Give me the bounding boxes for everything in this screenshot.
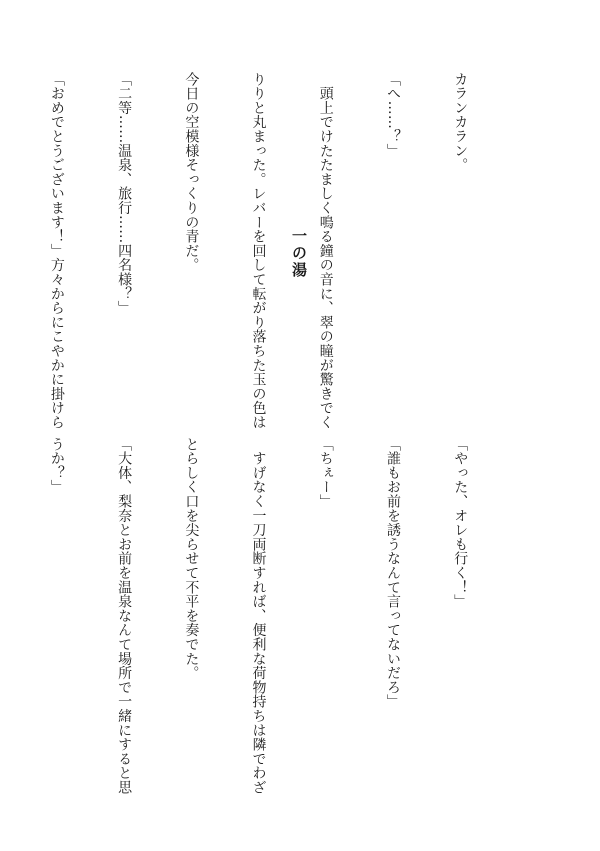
text-line: カランカラン。: [452, 72, 469, 173]
upper-text-block: [48, 72, 516, 430]
text-line: 「やった、オレも行く！」: [452, 437, 469, 609]
text-line: [0, 437, 1, 782]
text-line: 「大体、梨奈とお前を温泉なんて場所で一緒にすると思: [116, 437, 133, 795]
lower-text-block: [48, 437, 516, 795]
text-line: 「おめでとうございます！」方々からにこやかに掛けら: [48, 72, 65, 430]
text-line: 今日の空模様そっくりの青だ。: [183, 72, 200, 273]
text-line: 頭上でけたたましく鳴る鐘の音に、翠の瞳が驚きでく: [317, 72, 334, 430]
text-line: 「誰もお前を誘うなんて言ってないだろ」: [384, 437, 401, 709]
text-line: とらしく口を尖らせて不平を奏でた。: [183, 437, 200, 681]
text-line: すげなく一刀両断すれば、便利な荷物持ちは隣でわざ: [250, 437, 267, 795]
chapter-title: 一の湯: [290, 228, 308, 279]
text-line: 「ちぇー」: [317, 437, 334, 509]
text-line: 「へ……？」: [384, 72, 401, 158]
text-line: うか？」: [48, 437, 65, 495]
text-line: りりと丸まった。レバーを回して転がり落ちた玉の色は: [250, 72, 267, 430]
text-line: [0, 72, 1, 404]
text-line: 「二等……温泉、旅行……四名様？」: [116, 72, 133, 316]
